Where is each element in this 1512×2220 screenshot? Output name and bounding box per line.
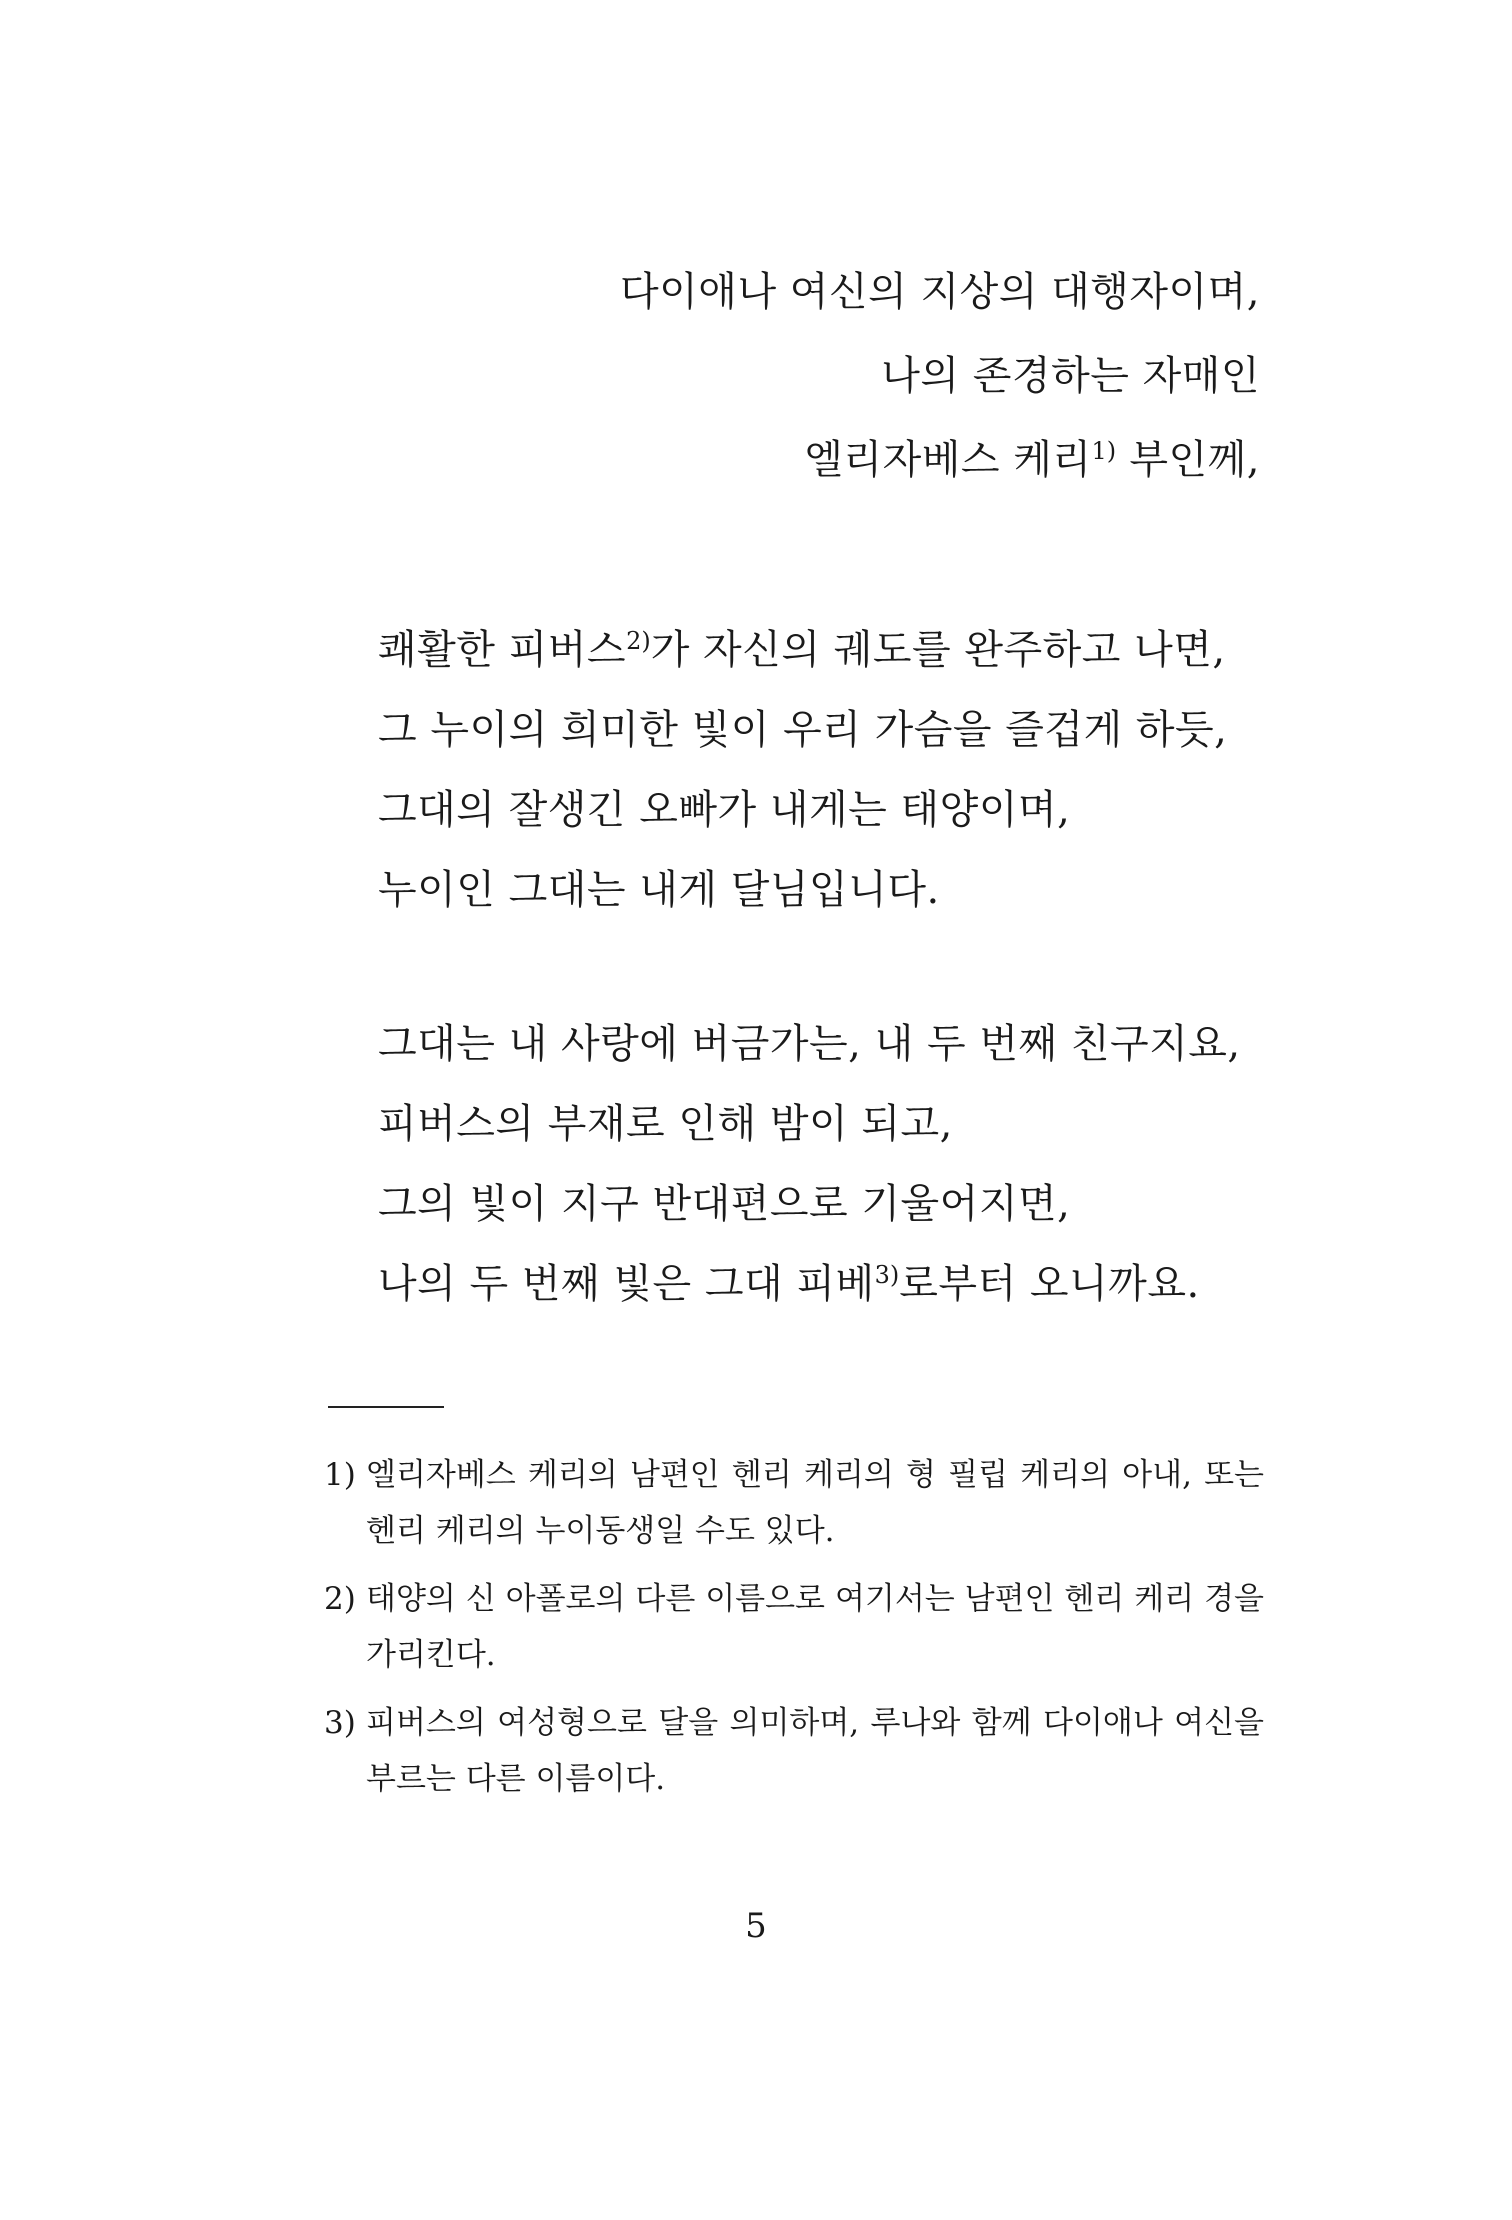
footnote-text: 태양의 신 아폴로의 다른 이름으로 여기서는 남편인 헨리 케리 경을 가리킨다.	[366, 1581, 1264, 1673]
footnotes	[324, 1447, 1264, 1819]
dedication	[620, 250, 1260, 502]
footnote-reference: 2)	[626, 627, 651, 655]
poem-line: 그대의 잘생긴 오빠가 내게는 태양이며,	[378, 787, 1071, 833]
footnote-reference: 1)	[1091, 437, 1117, 465]
poem-line	[378, 610, 1241, 690]
poem-line: 그 누이의 희미한 빛이 우리 가슴을 즐겁게 하듯,	[378, 707, 1228, 753]
dedication-text: 엘리자베스 케리	[804, 437, 1092, 483]
footnote-text: 피버스의 여성형으로 달을 의미하며, 루나와 함께 다이애나 여신을 부르는 다른 이름이다.	[366, 1705, 1264, 1797]
footnote-separator	[328, 1406, 444, 1408]
poem-text: 가 자신의 궤도를 완주하고 나면,	[650, 627, 1226, 673]
poem-line: 피버스의 부재로 인해 밤이 되고,	[378, 1101, 953, 1147]
poem-line	[378, 1244, 1241, 1324]
page-number: 5	[745, 1906, 767, 1946]
poem-line: 그의 빛이 지구 반대편으로 기울어지면,	[378, 1181, 1071, 1227]
footnote	[324, 1571, 1264, 1683]
poem-text: 나의 두 번째 빛은 그대 피베	[378, 1261, 875, 1307]
footnote	[324, 1695, 1264, 1807]
footnote-reference: 3)	[874, 1261, 900, 1289]
footnote-text: 엘리자베스 케리의 남편인 헨리 케리의 형 필립 케리의 아내, 또는 헨리 케리의 누이동생일 수도 있다.	[366, 1457, 1264, 1549]
poem-text: 쾌활한 피버스	[378, 627, 627, 673]
poem	[378, 610, 1241, 1324]
footnote-number: 1)	[324, 1457, 356, 1493]
poem-stanza	[378, 1004, 1241, 1324]
poem-line: 누이인 그대는 내게 달님입니다.	[378, 867, 940, 913]
footnote	[324, 1447, 1264, 1559]
dedication-line: 다이애나 여신의 지상의 대행자이며,	[620, 269, 1260, 315]
footnote-number: 3)	[324, 1705, 356, 1741]
dedication-line: 나의 존경하는 자매인	[881, 353, 1260, 399]
dedication-text: 부인께,	[1116, 437, 1260, 483]
dedication-line	[620, 418, 1260, 502]
poem-text: 로부터 오니까요.	[899, 1261, 1200, 1307]
footnote-number: 2)	[324, 1581, 356, 1617]
poem-stanza	[378, 610, 1241, 930]
poem-line: 그대는 내 사랑에 버금가는, 내 두 번째 친구지요,	[378, 1021, 1241, 1067]
